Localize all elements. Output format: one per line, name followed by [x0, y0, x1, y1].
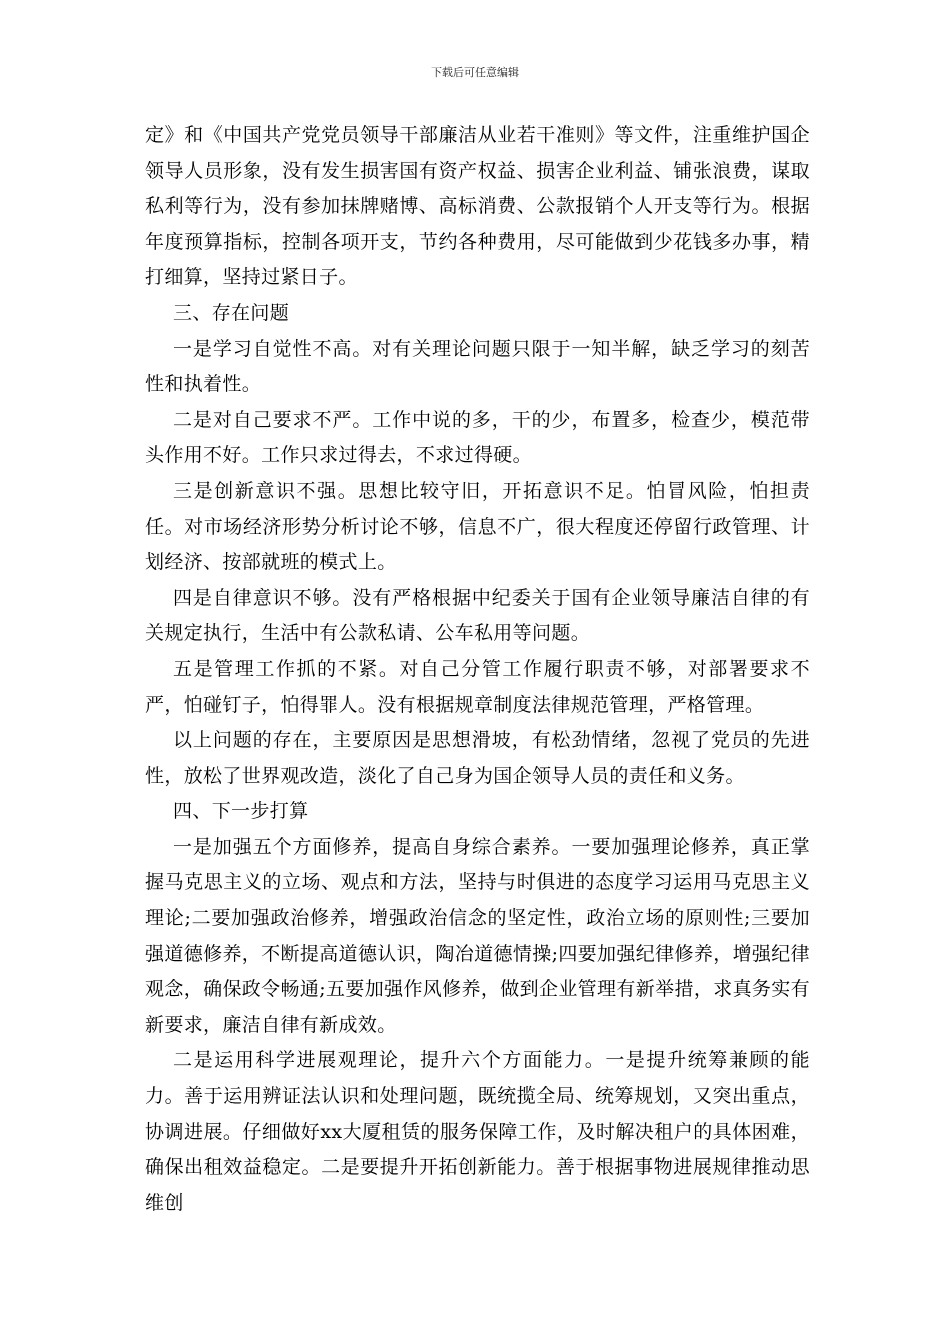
paragraph-continuation: 定》和《中国共产党党员领导干部廉洁从业若干准则》等文件，注重维护国企领导人员形象，没有发生损害国有资产权益、损害企业利益、铺张浪费，谋取私利等行为，没有参加抹牌赌博、高标消费、公款报销个人开支等行为。根据年度预算指标，控制各项开支，节约各种费用，尽可能做到少花钱多办事，精打细算，坚持过紧日子。: [145, 124, 810, 289]
document-body: [145, 118, 810, 1221]
paragraph-problem-3: 三是创新意识不强。思想比较守旧，开拓意识不足。怕冒风险，怕担责任。对市场经济形势分析讨论不够，信息不广，很大程度还停留行政管理、计划经济、按部就班的模式上。: [145, 479, 810, 574]
paragraph-plan-2: 二是运用科学进展观理论，提升六个方面能力。一是提升统筹兼顾的能力。善于运用辨证法认识和处理问题，既统揽全局、统筹规划，又突出重点，协调进展。仔细做好xx大厦租赁的服务保障工作，及时解决租户的具体困难，确保出租效益稳定。二是要提升开拓创新能力。善于根据事物进展规律推动思维创: [145, 1049, 810, 1214]
paragraph-problem-2: 二是对自己要求不严。工作中说的多，干的少，布置多，检查少，模范带头作用不好。工作只求过得去，不求过得硬。: [145, 408, 810, 467]
paragraph-causes: 以上问题的存在，主要原因是思想滑坡，有松劲情绪，忽视了党员的先进性，放松了世界观改造，淡化了自己身为国企领导人员的责任和义务。: [145, 729, 810, 787]
section-heading-next-steps: 四、下一步打算: [173, 800, 309, 823]
paragraph-problem-5: 五是管理工作抓的不紧。对自己分管工作履行职责不够，对部署要求不严，怕碰钉子，怕得罪人。没有根据规章制度法律规范管理，严格管理。: [145, 657, 810, 716]
paragraph-problem-4: 四是自律意识不够。没有严格根据中纪委关于国有企业领导廉洁自律的有关规定执行，生活中有公款私请、公车私用等问题。: [145, 586, 810, 645]
section-heading-problems: 三、存在问题: [173, 301, 290, 324]
page-header-note: 下载后可任意编辑: [431, 66, 519, 79]
paragraph-problem-1: 一是学习自觉性不高。对有关理论问题只限于一知半解，缺乏学习的刻苦性和执着性。: [145, 337, 810, 396]
paragraph-plan-1: 一是加强五个方面修养，提高自身综合素养。一要加强理论修养，真正掌握马克思主义的立场、观点和方法，坚持与时俱进的态度学习运用马克思主义理论;二要加强政治修养，增强政治信念的坚定性，政治立场的原则性;三要加强道德修养，不断提高道德认识，陶冶道德情操;四要加强纪律修养，增强纪律观念，确保政令畅通;五要加强作风修养，做到企业管理有新举措，求真务实有新要求，廉洁自律有新成效。: [145, 835, 810, 1036]
